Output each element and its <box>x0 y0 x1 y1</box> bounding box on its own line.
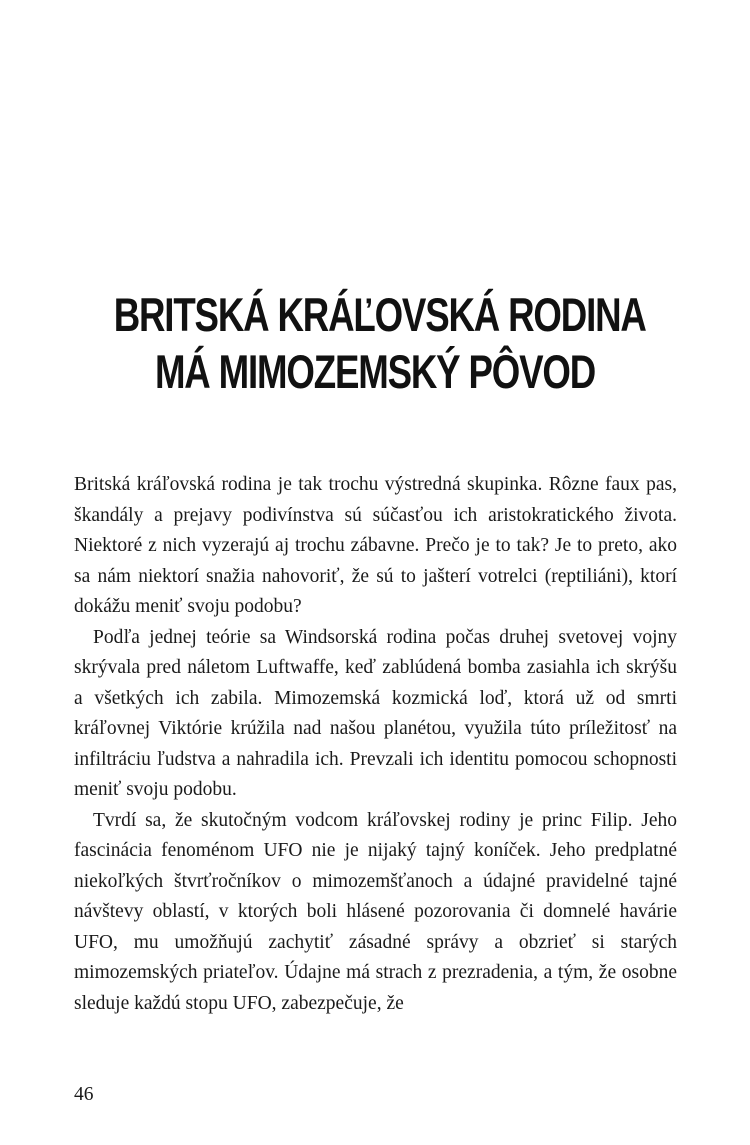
chapter-title-line-2: MÁ MIMOZEMSKÝ PÔVOD <box>154 345 596 398</box>
paragraph-1: Britská kráľovská rodina je tak trochu výstredná skupinka. Rôzne faux pas, škandály a prejavy podivínstva sú súčasťou ich aristokratického života. Niektoré z nich vyzerajú aj trochu zábavne. Prečo je to tak? Je to preto, ako sa nám niektorí snažia nahovoriť, že sú to jašterí votrelci (reptiliáni), ktorí dokážu meniť svoju podobu? <box>74 474 677 617</box>
paragraph-3: Tvrdí sa, že skutočným vodcom kráľovskej rodiny je princ Filip. Jeho fascinácia fenoménom UFO nie je nijaký tajný koníček. Jeho predplatné niekoľkých štvrťročníkov o mimozemšťanoch a údajné pravidelné tajné návštevy oblastí, v ktorých boli hlásené pozorovania či domnelé havárie UFO, mu umožňujú zachytiť zásadné správy a obzrieť si starých mimozemských priateľov. Údajne má strach z prezradenia, a tým, že osobne sleduje každú stopu UFO, zabezpečuje, že <box>74 809 677 1014</box>
chapter-title <box>113 286 646 400</box>
chapter-body <box>74 470 677 1019</box>
chapter-title-line-1: BRITSKÁ KRÁĽOVSKÁ RODINA <box>113 288 646 341</box>
page-number: 46 <box>74 1084 94 1105</box>
paragraph-2: Podľa jednej teórie sa Windsorská rodina počas druhej svetovej vojny skrývala pred náletom Luftwaffe, keď zablúdená bomba zasiahla ich skrýšu a všetkých ich zabila. Mimozemská kozmická loď, ktorá už od smrti kráľovnej Viktórie krúžila nad našou planétou, využila túto príležitosť na infiltráciu ľudstva a nahradila ich. Prevzali ich identitu pomocou schopnosti meniť svoju podobu. <box>74 626 677 800</box>
